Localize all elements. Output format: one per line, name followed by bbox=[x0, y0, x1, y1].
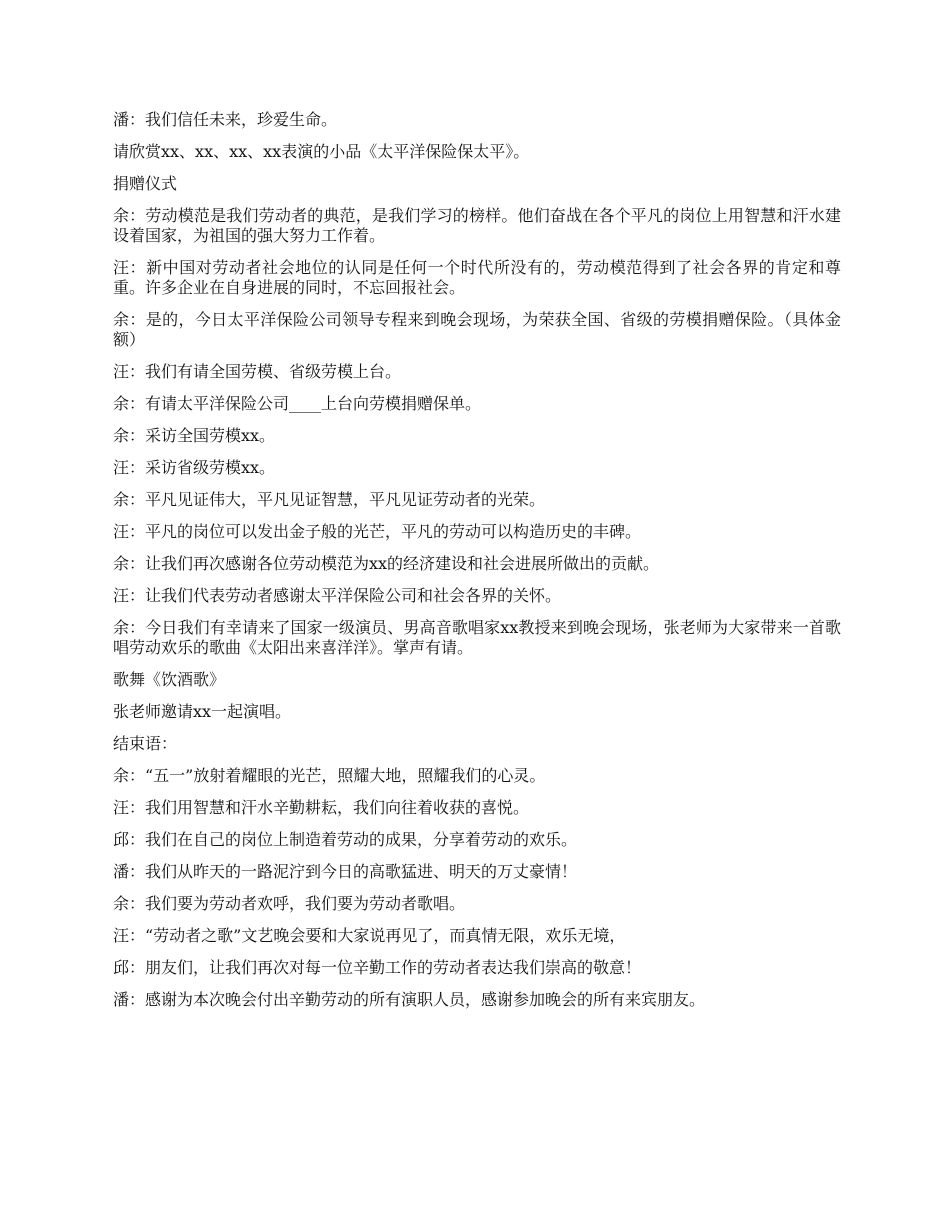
section-heading-closing: 结束语： bbox=[113, 734, 178, 753]
paragraph-11: 余：平凡见证伟大，平凡见证智慧，平凡见证劳动者的光荣。 bbox=[113, 490, 546, 509]
paragraph-26: 潘：感谢为本次晚会付出辛勤劳动的所有演职人员，感谢参加晚会的所有来宾朋友。 bbox=[113, 990, 706, 1009]
paragraph-23: 余：我们要为劳动者欢呼，我们要为劳动者歌唱。 bbox=[113, 894, 466, 913]
paragraph-19: 余：“五一”放射着耀眼的光芒，照耀大地，照耀我们的心灵。 bbox=[113, 766, 546, 785]
paragraph-1: 潘：我们信任未来，珍爱生命。 bbox=[113, 110, 338, 129]
paragraph-8: 余：有请太平洋保险公司____上台向劳模捐赠保单。 bbox=[113, 394, 482, 413]
paragraph-10: 汪：采访省级劳模xx。 bbox=[113, 458, 276, 477]
section-heading-donation: 捐赠仪式 bbox=[113, 174, 178, 193]
paragraph-17: 张老师邀请xx一起演唱。 bbox=[113, 702, 292, 721]
paragraph-22: 潘：我们从昨天的一路泥泞到今日的高歌猛进、明天的万丈豪情！ bbox=[113, 862, 578, 881]
paragraph-9: 余：采访全国劳模xx。 bbox=[113, 426, 276, 445]
paragraph-7: 汪：我们有请全国劳模、省级劳模上台。 bbox=[113, 362, 402, 381]
paragraph-5: 汪：新中国对劳动者社会地位的认同是任何一个时代所没有的，劳动模范得到了社会各界的肯定和尊重。许多企业在自身进展的同时，不忘回报社会。 bbox=[113, 258, 841, 297]
paragraph-20: 汪：我们用智慧和汗水辛勤耕耘，我们向往着收获的喜悦。 bbox=[113, 798, 530, 817]
section-heading-song-dance: 歌舞《饮酒歌》 bbox=[113, 670, 226, 689]
paragraph-25: 邱：朋友们，让我们再次对每一位辛勤工作的劳动者表达我们崇高的敬意！ bbox=[113, 958, 642, 977]
paragraph-4: 余：劳动模范是我们劳动者的典范，是我们学习的榜样。他们奋战在各个平凡的岗位上用智慧和汗水建设着国家，为祖国的强大努力工作着。 bbox=[113, 206, 841, 245]
paragraph-2: 请欣赏xx、xx、xx、xx表演的小品《太平洋保险保太平》。 bbox=[113, 142, 530, 161]
paragraph-14: 汪：让我们代表劳动者感谢太平洋保险公司和社会各界的关怀。 bbox=[113, 586, 562, 605]
paragraph-15: 余：今日我们有幸请来了国家一级演员、男高音歌唱家xx教授来到晚会现场，张老师为大家带来一首歌唱劳动欢乐的歌曲《太阳出来喜洋洋》。掌声有请。 bbox=[113, 618, 841, 657]
paragraph-13: 余：让我们再次感谢各位劳动模范为xx的经济建设和社会进展所做出的贡献。 bbox=[113, 554, 660, 573]
paragraph-21: 邱：我们在自己的岗位上制造着劳动的成果，分享着劳动的欢乐。 bbox=[113, 830, 578, 849]
paragraph-6: 余：是的，今日太平洋保险公司领导专程来到晚会现场，为荣获全国、省级的劳模捐赠保险。（具体金额） bbox=[113, 310, 841, 349]
document-body bbox=[113, 110, 841, 1022]
paragraph-24: 汪：“劳动者之歌”文艺晚会要和大家说再见了，而真情无限，欢乐无境， bbox=[113, 926, 626, 945]
paragraph-12: 汪：平凡的岗位可以发出金子般的光芒，平凡的劳动可以构造历史的丰碑。 bbox=[113, 522, 642, 541]
